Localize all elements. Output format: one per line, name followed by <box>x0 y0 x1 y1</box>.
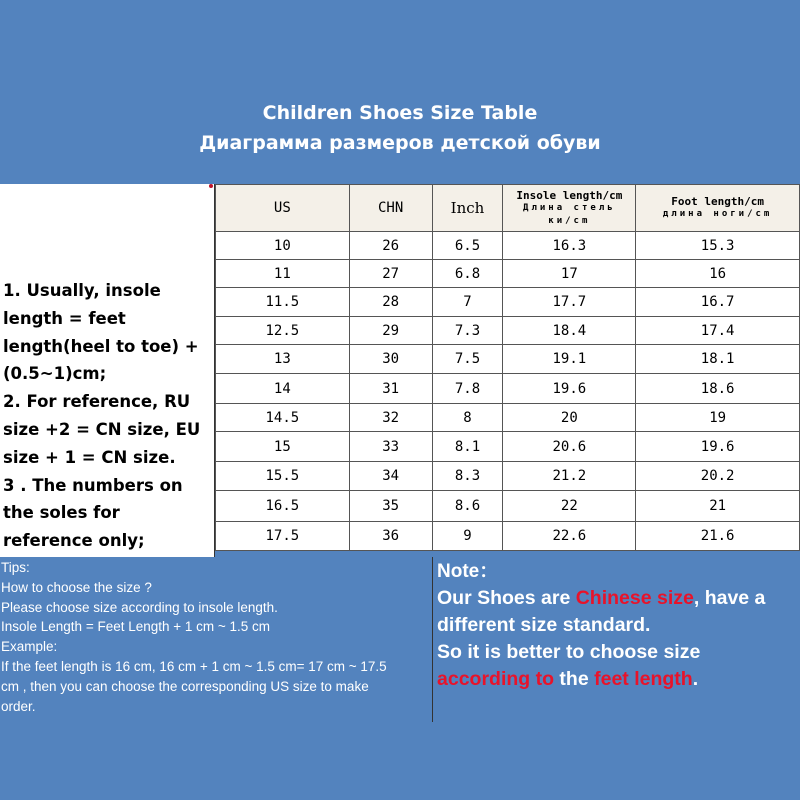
cell-foot: 15.3 <box>636 232 800 260</box>
cell-insole: 18.4 <box>503 317 636 345</box>
cell-inch: 7 <box>432 288 503 317</box>
size-notes: 1. Usually, insole length = feet length(heel to toe) + (0.5~1)cm; 2. For reference, RU size +2 = CN size, EU size + 1 = CN size. 3 . The numbers on the soles for reference only; <box>3 281 201 551</box>
cell-inch: 8.1 <box>432 432 503 462</box>
cell-inch: 8 <box>432 404 503 432</box>
cell-chn: 34 <box>349 462 432 491</box>
cell-us: 17.5 <box>216 522 350 551</box>
tips-line: Tips: <box>1 560 30 575</box>
cell-us: 10 <box>216 232 350 260</box>
note-paragraph-1 <box>437 585 797 639</box>
cell-insole: 22.6 <box>503 522 636 551</box>
table-header-row <box>216 185 800 232</box>
tips-line: order. <box>1 698 36 714</box>
cell-foot: 20.2 <box>636 462 800 491</box>
cell-foot: 21 <box>636 491 800 522</box>
table-row <box>216 345 800 374</box>
cell-us: 15 <box>216 432 350 462</box>
cell-chn: 30 <box>349 345 432 374</box>
header-inch: Inch <box>432 185 503 232</box>
cell-foot: 18.6 <box>636 374 800 404</box>
cell-inch: 7.3 <box>432 317 503 345</box>
cell-foot: 19 <box>636 404 800 432</box>
note-text: , have a different size standard. <box>437 587 766 636</box>
note-heading: Note： <box>437 561 499 582</box>
note-highlight-feet-length: feet length <box>594 668 693 690</box>
table-row <box>216 432 800 462</box>
cell-chn: 35 <box>349 491 432 522</box>
cell-chn: 27 <box>349 260 432 288</box>
table-row <box>216 374 800 404</box>
cell-insole: 16.3 <box>503 232 636 260</box>
cell-chn: 29 <box>349 317 432 345</box>
tips-section <box>0 558 432 722</box>
cell-insole: 20.6 <box>503 432 636 462</box>
header-foot <box>636 185 800 232</box>
tips-line: How to choose the size ? <box>1 579 152 595</box>
note-paragraph-2 <box>437 639 797 693</box>
cell-us: 12.5 <box>216 317 350 345</box>
cell-foot: 16 <box>636 260 800 288</box>
table-row <box>216 404 800 432</box>
cell-insole: 17 <box>503 260 636 288</box>
cell-foot: 19.6 <box>636 432 800 462</box>
header-insole <box>503 185 636 232</box>
note-section <box>437 558 797 693</box>
header-insole-ru: Длина стель ки/cm <box>523 202 616 226</box>
note-text: . <box>692 668 699 690</box>
table-row <box>216 317 800 345</box>
table-row <box>216 522 800 551</box>
cell-us: 16.5 <box>216 491 350 522</box>
note-text: So it is better to choose size <box>437 641 701 663</box>
cell-foot: 17.4 <box>636 317 800 345</box>
cell-chn: 36 <box>349 522 432 551</box>
notes-panel <box>0 184 215 557</box>
note-highlight-chinese-size: Chinese size <box>575 587 694 609</box>
cell-insole: 19.1 <box>503 345 636 374</box>
tips-line: cm , then you can choose the corresponding US size to make <box>1 678 369 694</box>
table-row <box>216 462 800 491</box>
note-text: Our Shoes are <box>437 587 576 609</box>
header-insole-en: Insole length/cm <box>516 188 623 202</box>
cell-chn: 32 <box>349 404 432 432</box>
cell-chn: 31 <box>349 374 432 404</box>
cell-inch: 8.6 <box>432 491 503 522</box>
red-dot-mark <box>209 184 213 188</box>
cell-insole: 19.6 <box>503 374 636 404</box>
cell-chn: 33 <box>349 432 432 462</box>
cell-insole: 20 <box>503 404 636 432</box>
table-row <box>216 288 800 317</box>
cell-inch: 7.8 <box>432 374 503 404</box>
cell-us: 11.5 <box>216 288 350 317</box>
tips-line: Example: <box>1 639 58 655</box>
cell-us: 11 <box>216 260 350 288</box>
cell-inch: 6.5 <box>432 232 503 260</box>
header-foot-ru: длина ноги/cm <box>662 209 773 219</box>
cell-us: 13 <box>216 345 350 374</box>
section-divider <box>432 557 433 722</box>
cell-insole: 17.7 <box>503 288 636 317</box>
table-row <box>216 491 800 522</box>
header-us: US <box>216 185 350 232</box>
note-text: the <box>554 668 595 690</box>
cell-insole: 22 <box>503 491 636 522</box>
cell-us: 14 <box>216 374 350 404</box>
cell-chn: 26 <box>349 232 432 260</box>
title-english: Children Shoes Size Table <box>262 102 538 124</box>
cell-inch: 8.3 <box>432 462 503 491</box>
table-body <box>216 232 800 551</box>
note-highlight-according-to: according to <box>437 668 555 690</box>
cell-foot: 16.7 <box>636 288 800 317</box>
table-row <box>216 232 800 260</box>
title-russian: Диаграмма размеров детской обуви <box>199 132 601 154</box>
cell-inch: 7.5 <box>432 345 503 374</box>
size-table <box>215 184 800 551</box>
title-block <box>0 98 800 158</box>
table-row <box>216 260 800 288</box>
tips-line: If the feet length is 16 cm, 16 cm + 1 cm ~ 1.5 cm= 17 cm ~ 17.5 <box>1 658 387 674</box>
cell-us: 15.5 <box>216 462 350 491</box>
tips-line: Please choose size according to insole length. <box>1 599 278 615</box>
cell-us: 14.5 <box>216 404 350 432</box>
tips-line: Insole Length = Feet Length + 1 cm ~ 1.5 cm <box>1 619 271 635</box>
cell-foot: 21.6 <box>636 522 800 551</box>
cell-inch: 6.8 <box>432 260 503 288</box>
cell-insole: 21.2 <box>503 462 636 491</box>
cell-inch: 9 <box>432 522 503 551</box>
header-foot-en: Foot length/cm <box>671 195 764 208</box>
header-chn: CHN <box>349 185 432 232</box>
cell-chn: 28 <box>349 288 432 317</box>
cell-foot: 18.1 <box>636 345 800 374</box>
